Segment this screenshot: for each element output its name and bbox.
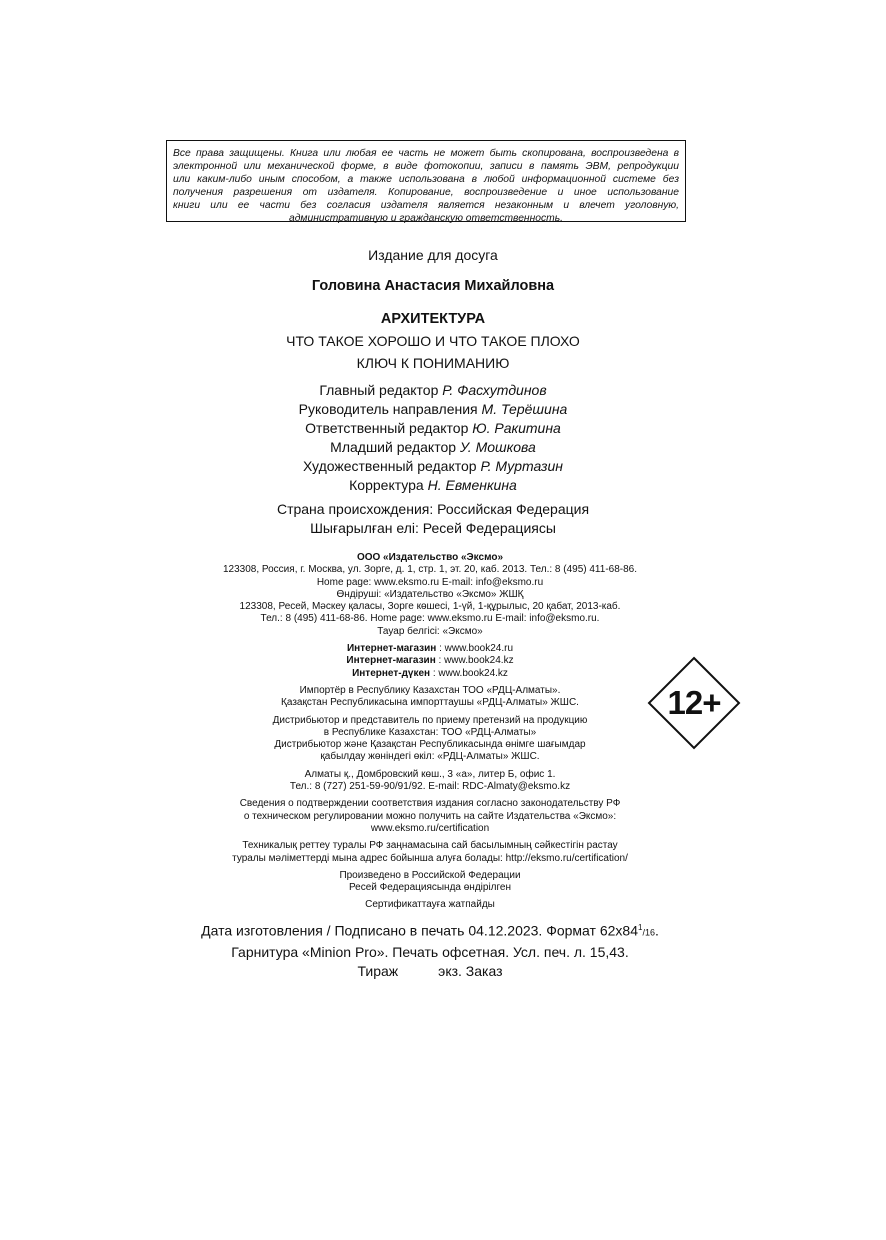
origin-country-ru: Страна происхождения: Российская Федерация <box>276 501 590 517</box>
book-title: АРХИТЕКТУРА <box>380 311 486 327</box>
distributor-line: Дистрибьютор және Қазақстан Республикасында өнімге шағымдар <box>274 739 586 751</box>
copyright-line: или каким-либо иным способом, а также использована в любой информационной системе без <box>173 174 679 185</box>
staff-line: Руководитель направления М. Терёшина <box>298 401 568 417</box>
book-subtitle: ЧТО ТАКОЕ ХОРОШО И ЧТО ТАКОЕ ПЛОХО <box>286 333 580 349</box>
shop-line: Интернет-дүкен : www.book24.kz <box>352 667 508 679</box>
certification-line: www.eksmo.ru/certification <box>370 822 490 834</box>
book-subtitle: КЛЮЧ К ПОНИМАНИЮ <box>356 355 510 371</box>
publisher-kz-address: 123308, Ресей, Мәскеу қаласы, Зорге көшесі, 1-үй, 1-құрылыс, 20 қабат, 2013-каб. <box>239 601 621 613</box>
staff-line: Корректура Н. Евменкина <box>349 477 517 493</box>
certification-ru-block <box>110 798 750 835</box>
distributor-line: Дистрибьютор и представитель по приему претензий на продукцию <box>272 714 588 726</box>
copyright-line: Все права защищены. Книга или любая ее часть не может быть скопирована, воспроизведена в <box>173 148 679 159</box>
trademark: Тауар белгісі: «Эксмо» <box>377 625 483 637</box>
publisher-address: 123308, Россия, г. Москва, ул. Зорге, д. 1, стр. 1, эт. 20, каб. 2013. Тел.: 8 (495) 411-68-86. <box>222 564 638 576</box>
almaty-address-line: Алматы қ., Домбровский көш., 3 «а», литер Б, офис 1. <box>304 768 556 780</box>
certification-line: о техническом регулировании можно получить на сайте Издательства «Эксмо»: <box>243 810 617 822</box>
copyright-notice-box <box>166 140 686 222</box>
print-typeface: Гарнитура «Minion Pro». Печать офсетная. Усл. печ. л. 15,43. <box>231 943 629 960</box>
importer-line: Импортёр в Республику Казахстан ТОО «РДЦ-Алматы». <box>299 684 561 696</box>
importer-line: Қазақстан Республикасына импорттаушы «РДЦ-Алматы» ЖШС. <box>281 697 579 709</box>
produced-block <box>110 870 750 895</box>
certification-kz-line: туралы мәліметтерді мына адрес бойынша алуға болады: http://eksmo.ru/certification/ <box>232 852 628 864</box>
distributor-line: в Республике Казахстан: ТОО «РДЦ-Алматы» <box>323 726 537 738</box>
origin-country-kz: Шығарылған елі: Ресей Федерациясы <box>310 520 556 536</box>
publisher-kz-contacts: Тел.: 8 (495) 411-68-86. Home page: www.eksmo.ru E-mail: info@eksmo.ru. <box>260 613 600 625</box>
almaty-address-block <box>110 769 750 794</box>
certification-kz-line: Техникалық реттеу туралы РФ заңнамасына сай басылымның сәйкестігін растау <box>242 840 618 852</box>
produced-line: Ресей Федерациясында өндірілген <box>348 882 512 894</box>
origin-block <box>150 500 716 538</box>
publisher-name: ООО «Издательство «Эксмо» <box>356 552 504 563</box>
staff-line: Художественный редактор Р. Муртазин <box>303 458 563 474</box>
shop-line: Интернет-магазин : www.book24.ru <box>346 643 514 655</box>
almaty-contacts-line: Тел.: 8 (727) 251-59-90/91/92. E-mail: RDC-Almaty@eksmo.kz <box>289 781 571 793</box>
print-run: Тираж экз. Заказ <box>357 962 503 979</box>
publisher-web: Home page: www.eksmo.ru E-mail: info@eksmo.ru <box>316 576 544 588</box>
age-rating-label: 12+ <box>667 684 721 721</box>
certification-not-required: Сертификаттауға жатпайды <box>365 899 495 911</box>
copyright-line: книги или ее части без согласия издателя является незаконным и влечет уголовную, <box>173 200 679 211</box>
print-info-block <box>110 918 750 981</box>
copyright-line: административную и гражданскую ответственность. <box>289 213 563 224</box>
edition-type: Издание для досуга <box>368 247 498 263</box>
print-date-format: Дата изготовления / Подписано в печать 04.12.2023. Формат $62х84^1/16$. <box>201 922 659 939</box>
copyright-line: электронной или механической форме, в виде фотокопии, записи в память ЭВМ, репродукции <box>173 161 679 172</box>
staff-line: Младший редактор У. Мошкова <box>330 439 536 455</box>
distributor-line: қабылдау жөніндегі өкіл: «РДЦ-Алматы» ЖШС. <box>320 751 540 763</box>
certification-line: Сведения о подтверждении соответствия издания согласно законодательству РФ <box>239 798 621 810</box>
age-rating-badge <box>647 656 741 750</box>
produced-line: Произведено в Российской Федерации <box>339 869 521 881</box>
staff-line: Ответственный редактор Ю. Ракитина <box>305 420 561 436</box>
staff-line: Главный редактор Р. Фасхутдинов <box>319 382 547 398</box>
author-name: Головина Анастасия Михайловна <box>311 278 555 294</box>
copyright-line: получения разрешения от издателя. Копирование, воспроизведение и иное использование <box>173 187 679 198</box>
certification-kz-block <box>110 840 750 865</box>
title-block <box>150 246 716 373</box>
staff-list <box>150 381 716 495</box>
shop-line: Интернет-магазин : www.book24.kz <box>346 655 514 667</box>
publisher-kz-name: Өндіруші: «Издательство «Эксмо» ЖШҚ <box>336 588 524 600</box>
